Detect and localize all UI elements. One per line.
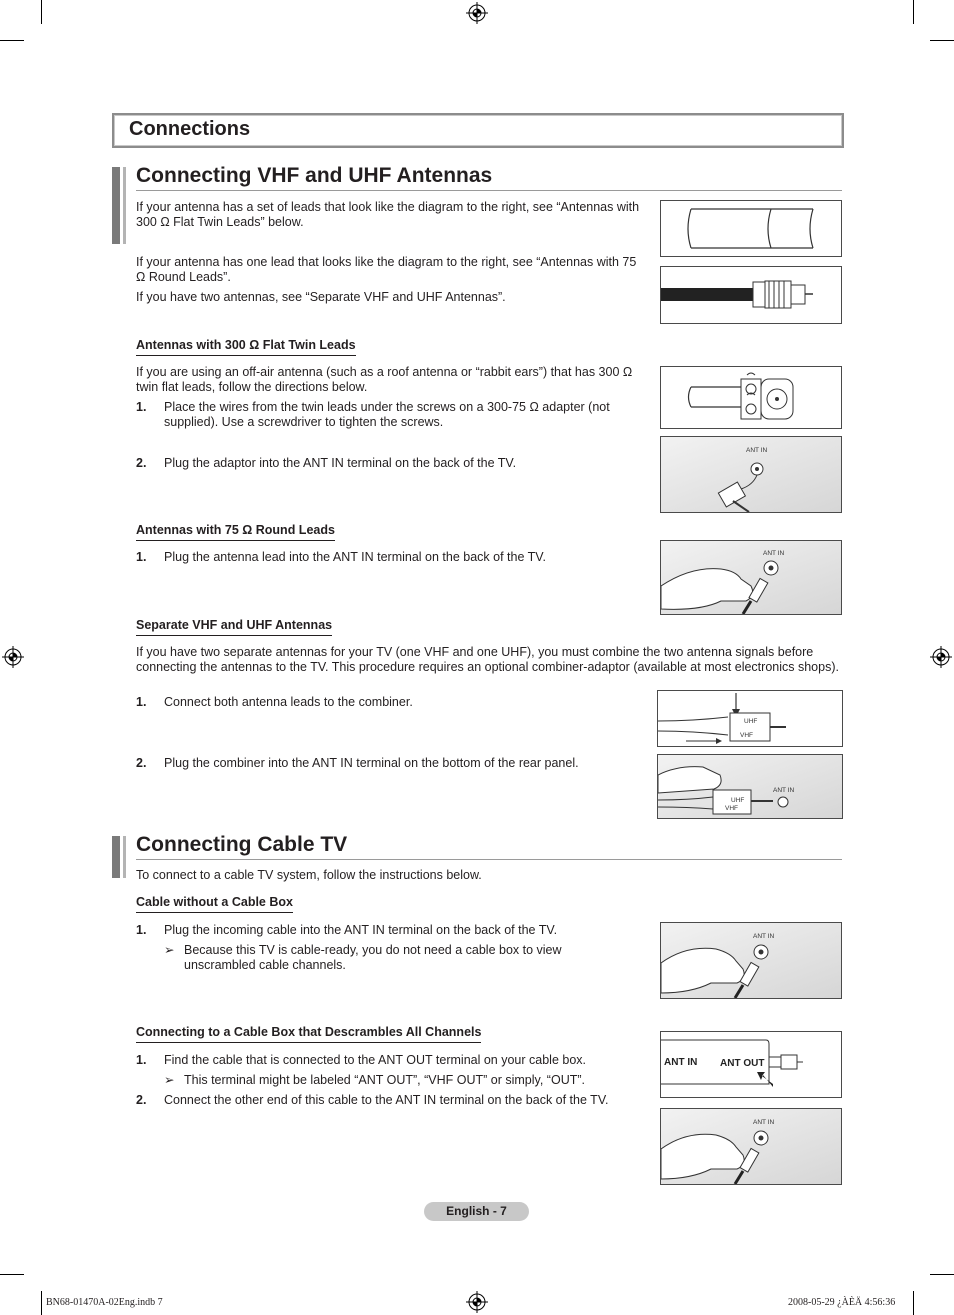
paragraph: If you have two separate antennas for your TV (one VHF and one UHF), you must combine the two antenna signals before connecting the antennas to the TV. This procedure requires an optional combiner-adaptor (available at most electronics shops). xyxy=(136,645,839,674)
ant-in-label: ANT IN xyxy=(763,550,785,557)
paragraph: To connect to a cable TV system, follow the instructions below. xyxy=(136,868,482,882)
step-number: 1. xyxy=(136,400,147,414)
cable-plug-figure xyxy=(660,922,842,999)
uhf-label: UHF xyxy=(731,797,745,804)
cable-box-figure xyxy=(660,1031,842,1098)
registration-mark-icon xyxy=(930,646,952,668)
flat-twin-lead-figure xyxy=(660,200,842,257)
step-number: 1. xyxy=(136,923,147,937)
vhf-label: VHF xyxy=(725,805,738,812)
note-text: Because this TV is cable-ready, you do not need a cable box to view unscrambled cable channels. xyxy=(184,943,562,972)
section-rule xyxy=(136,190,842,191)
registration-mark-icon xyxy=(466,1291,488,1313)
page-number-badge: English - 7 xyxy=(424,1202,529,1221)
step-text: Place the wires from the twin leads under the screws on a 300-75 Ω adapter (not supplied). Use a screwdriver to tighten the screws. xyxy=(164,400,610,429)
crop-mark xyxy=(41,0,42,24)
crop-mark xyxy=(0,40,24,41)
section-title: Connecting Cable TV xyxy=(136,833,348,856)
subsection-heading: Antennas with 300 Ω Flat Twin Leads xyxy=(136,338,356,356)
section-bar xyxy=(112,167,120,244)
adapter-screws-figure xyxy=(660,366,842,429)
uhf-label: UHF xyxy=(744,718,758,725)
ant-in-label: ANT IN xyxy=(773,787,795,794)
step-text: Find the cable that is connected to the ANT OUT terminal on your cable box. xyxy=(164,1053,586,1067)
combiner-ant-in-figure xyxy=(657,754,843,819)
crop-mark xyxy=(913,1291,914,1315)
combiner-figure xyxy=(657,690,843,747)
crop-mark xyxy=(913,0,914,24)
step-text: Plug the antenna lead into the ANT IN terminal on the back of the TV. xyxy=(164,550,546,564)
section-bar-accent xyxy=(123,836,126,878)
subsection-heading: Antennas with 75 Ω Round Leads xyxy=(136,523,335,541)
ant-in-label: ANT IN xyxy=(746,447,768,454)
registration-mark-icon xyxy=(466,2,488,24)
crop-mark xyxy=(930,1274,954,1275)
adaptor-ant-in-figure xyxy=(660,436,842,513)
note-arrow-icon: ➢ xyxy=(164,1073,175,1087)
crop-mark xyxy=(41,1291,42,1315)
step-number: 1. xyxy=(136,695,147,709)
note-arrow-icon: ➢ xyxy=(164,943,175,957)
section-bar xyxy=(112,836,120,878)
paragraph: If your antenna has a set of leads that look like the diagram to the right, see “Antennas with 300 Ω Flat Twin Leads” below. xyxy=(136,200,640,229)
ant-out-label: ANT OUT xyxy=(720,1058,765,1069)
step-number: 2. xyxy=(136,756,147,770)
crop-mark xyxy=(930,40,954,41)
step-number: 1. xyxy=(136,550,147,564)
section-rule xyxy=(136,859,842,860)
registration-mark-icon xyxy=(2,646,24,668)
step-number: 2. xyxy=(136,456,147,470)
step-text: Connect the other end of this cable to the ANT IN terminal on the back of the TV. xyxy=(164,1093,609,1107)
step-text: Plug the incoming cable into the ANT IN terminal on the back of the TV. xyxy=(164,923,558,937)
subsection-heading: Separate VHF and UHF Antennas xyxy=(136,618,332,636)
step-number: 1. xyxy=(136,1053,147,1067)
cable-box-plug-figure xyxy=(660,1108,842,1185)
subsection-heading: Cable without a Cable Box xyxy=(136,895,293,913)
step-number: 2. xyxy=(136,1093,147,1107)
note-text: This terminal might be labeled “ANT OUT”, “VHF OUT” or simply, “OUT”. xyxy=(184,1073,585,1087)
step-text: Connect both antenna leads to the combiner. xyxy=(164,695,413,709)
print-slug-left: BN68-01470A-02Eng.indb 7 xyxy=(46,1297,163,1308)
paragraph: If you have two antennas, see “Separate VHF and UHF Antennas”. xyxy=(136,290,506,304)
section-title: Connecting VHF and UHF Antennas xyxy=(136,164,493,187)
paragraph: If your antenna has one lead that looks like the diagram to the right, see “Antennas with 75 Ω Round Leads”. xyxy=(136,255,637,284)
crop-mark xyxy=(0,1274,24,1275)
chapter-title: Connections xyxy=(129,118,251,140)
step-text: Plug the adaptor into the ANT IN terminal on the back of the TV. xyxy=(164,456,517,470)
paragraph: If you are using an off-air antenna (such as a roof antenna or “rabbit ears”) that has 300 Ω twin flat leads, follow the directions below. xyxy=(136,365,633,394)
vhf-label: VHF xyxy=(740,732,753,739)
print-slug-right: 2008-05-29 ¿ÀÈÄ 4:56:36 xyxy=(788,1297,896,1308)
round-lead-figure xyxy=(660,266,842,324)
subsection-heading: Connecting to a Cable Box that Descrambles All Channels xyxy=(136,1025,481,1043)
ant-in-label: ANT IN xyxy=(753,1119,775,1126)
ant-in-label: ANT IN xyxy=(664,1057,698,1068)
step-text: Plug the combiner into the ANT IN terminal on the bottom of the rear panel. xyxy=(164,756,579,770)
section-bar-accent xyxy=(123,167,126,244)
hand-plug-figure xyxy=(660,540,842,615)
ant-in-label: ANT IN xyxy=(753,933,775,940)
